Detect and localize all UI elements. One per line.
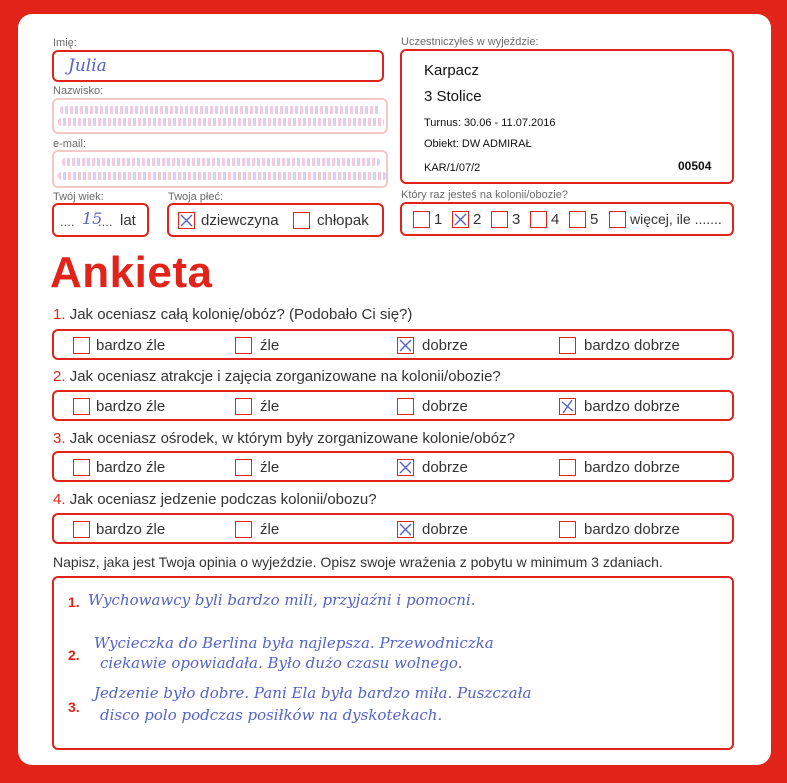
ktory-raz-1-checkbox[interactable] [413,211,430,228]
option-label: źle [260,459,280,476]
redaction-blur [58,172,386,180]
ktory-raz-field [400,202,734,236]
question-4 [53,491,377,508]
check-mark-icon [179,213,194,228]
trip-code: KAR/1/07/2 [424,162,481,174]
question-2-options [52,390,734,421]
option-label: bardzo źle [96,459,166,476]
answer-line: ciekawie opowiadała. Było dużo czasu wolnego. [100,654,463,672]
answer-line: disco polo podczas posiłków na dyskotekach. [100,706,443,724]
ktory-raz-5-checkbox[interactable] [569,211,586,228]
opinion-prompt: Napisz, jaka jest Twoja opinia o wyjeździe. Opisz swoje wrażenia z pobytu w minimum 3 zdaniach. [53,554,663,570]
question-4-options [52,513,734,544]
q1-zle-checkbox[interactable] [235,337,252,354]
wiek-suffix: lat [120,212,136,229]
label-wiek: Twój wiek: [53,191,104,203]
label-plec: Twoja płeć: [168,191,224,203]
ktory-raz-3-label: 3 [512,211,521,228]
wiek-dots-left: .... [60,214,75,229]
redaction-blur [62,158,380,166]
question-number: 3. [53,430,66,447]
option-label: dobrze [422,459,468,476]
option-label: bardzo źle [96,337,166,354]
option-label: bardzo dobrze [584,459,680,476]
redaction-blur [60,106,380,114]
ktory-raz-4-label: 4 [551,211,560,228]
wiek-field[interactable] [52,203,149,237]
option-label: dobrze [422,521,468,538]
q2-zle-checkbox[interactable] [235,398,252,415]
question-text: Jak oceniasz całą kolonię/obóz? (Podobało Ci się?) [69,306,413,323]
label-uczestnik: Uczestniczyłeś w wyjeździe: [401,36,539,48]
trip-number: 00504 [678,159,712,173]
plec-dziewczyna-checkbox[interactable] [178,212,195,229]
answer-number: 1. [68,594,80,610]
question-number: 1. [53,306,66,323]
q3-bardzo-dobrze-checkbox[interactable] [559,459,576,476]
question-1 [53,306,412,323]
imie-field[interactable] [52,50,384,82]
option-label: bardzo źle [96,398,166,415]
option-label: bardzo źle [96,521,166,538]
question-text: Jak oceniasz ośrodek, w którym były zorganizowane kolonie/obóz? [69,430,515,447]
ktory-raz-5-label: 5 [590,211,599,228]
q3-zle-checkbox[interactable] [235,459,252,476]
answer-line: Wycieczka do Berlina była najlepsza. Przewodniczka [94,634,494,652]
q1-bardzo-zle-checkbox[interactable] [73,337,90,354]
question-3-options [52,451,734,482]
email-field[interactable] [52,150,388,188]
ktory-raz-wiecej-checkbox[interactable] [609,211,626,228]
option-label: dobrze [422,398,468,415]
q4-bardzo-dobrze-checkbox[interactable] [559,521,576,538]
q1-bardzo-dobrze-checkbox[interactable] [559,337,576,354]
plec-chlopak-label: chłopak [317,212,369,229]
plec-dziewczyna-label: dziewczyna [201,212,279,229]
question-2 [53,368,501,385]
plec-field [167,203,384,237]
option-label: bardzo dobrze [584,521,680,538]
question-1-options [52,329,734,360]
check-mark-icon [453,212,468,227]
option-label: źle [260,398,280,415]
label-nazwisko: Nazwisko: [53,85,104,97]
redaction-blur [58,118,384,126]
q4-zle-checkbox[interactable] [235,521,252,538]
answer-number: 3. [68,699,80,715]
imie-value: Julia [68,56,107,76]
check-mark-icon [398,338,413,353]
wiek-value: 15 [82,209,103,228]
trip-program: 3 Stolice [424,88,482,105]
check-mark-icon [398,460,413,475]
q3-bardzo-zle-checkbox[interactable] [73,459,90,476]
question-number: 2. [53,368,66,385]
question-text: Jak oceniasz jedzenie podczas kolonii/obozu? [69,491,377,508]
q3-dobrze-checkbox[interactable] [397,459,414,476]
question-3 [53,430,515,447]
nazwisko-field[interactable] [52,98,388,134]
label-email: e-mail: [53,138,87,150]
answer-line: Jedzenie było dobre. Pani Ela była bardzo miła. Puszczała [94,684,532,702]
question-number: 4. [53,491,66,508]
ktory-raz-2-checkbox[interactable] [452,211,469,228]
option-label: źle [260,521,280,538]
ktory-raz-4-checkbox[interactable] [530,211,547,228]
option-label: dobrze [422,337,468,354]
page-title: Ankieta [50,248,213,297]
ktory-raz-3-checkbox[interactable] [491,211,508,228]
q2-bardzo-dobrze-checkbox[interactable] [559,398,576,415]
check-mark-icon [398,522,413,537]
opinion-textarea[interactable] [52,576,734,750]
ktory-raz-wiecej-label: więcej, ile ....... [630,211,722,227]
q1-dobrze-checkbox[interactable] [397,337,414,354]
trip-turnus: Turnus: 30.06 - 11.07.2016 [424,117,556,129]
option-label: bardzo dobrze [584,337,680,354]
label-imie: Imię: [53,37,77,49]
q2-bardzo-zle-checkbox[interactable] [73,398,90,415]
q2-dobrze-checkbox[interactable] [397,398,414,415]
option-label: bardzo dobrze [584,398,680,415]
plec-chlopak-checkbox[interactable] [293,212,310,229]
answer-number: 2. [68,647,80,663]
check-mark-icon [560,399,575,414]
trip-info-box [400,49,734,184]
trip-obiekt: Obiekt: DW ADMIRAŁ [424,138,532,150]
trip-place: Karpacz [424,62,480,79]
question-text: Jak oceniasz atrakcje i zajęcia zorganizowane na kolonii/obozie? [69,368,501,385]
ktory-raz-2-label: 2 [473,211,482,228]
ktory-raz-1-label: 1 [434,211,443,228]
label-ktory-raz: Który raz jesteś na kolonii/obozie? [401,189,568,201]
answer-line: Wychowawcy byli bardzo mili, przyjaźni i pomocni. [88,591,476,609]
wiek-dots-right: .... [98,214,113,229]
option-label: źle [260,337,280,354]
q4-bardzo-zle-checkbox[interactable] [73,521,90,538]
q4-dobrze-checkbox[interactable] [397,521,414,538]
